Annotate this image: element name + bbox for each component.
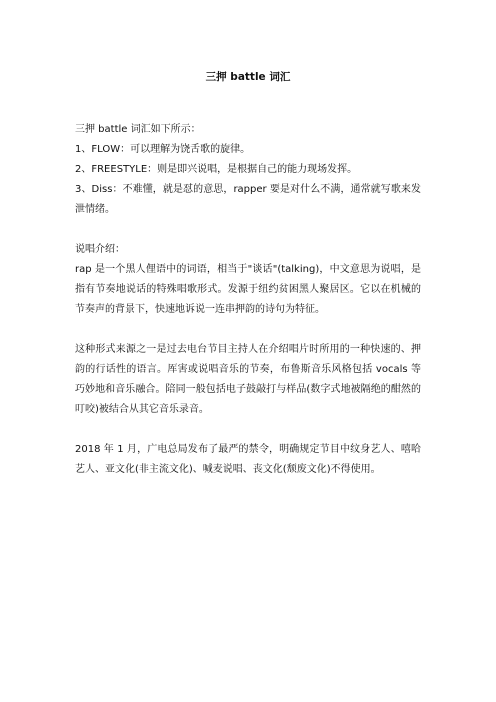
paragraph-ban-2018: 2018 年 1 月，广电总局发布了最严的禁令，明确规定节目中纹身艺人、嘻哈艺人、亚文化(非主流文化)、喊麦说唱、丧文化(颓废文化)不得使用。 <box>75 444 421 475</box>
document-body <box>75 120 421 480</box>
intro-line: 三押 battle 词汇如下所示： <box>75 124 201 135</box>
paragraph-rap-origin: 这种形式来源之一是过去电台节目主持人在介绍唱片时所用的一种快速的、押韵的行话性的语言。厍害或说唱音乐的节奏，布鲁斯音乐风格包括 vocals 等巧妙地和音乐融合。陪同一般包括电子鼓敲打与样品(数字式地被隔绝的酣然的叮咬)被结合从其它音乐录音。 <box>75 344 421 415</box>
paragraph-rap-definition: rap 是一个黑人俚语中的词语，相当于"谈话"(talking)，中文意思为说唱，是指有节奏地说话的特殊唱歌形式。发源于纽约贫困黑人聚居区。它以在机械的节奏声的背景下，快速地诉说一连串押韵的诗句为特征。 <box>75 264 421 315</box>
list-item-freestyle: 2、FREESTYLE：则是即兴说唱，是根据自己的能力现场发挥。 <box>75 164 358 175</box>
list-item-diss: 3、Diss：不难懂，就是怼的意思，rapper 要是对什么不满，通常就写歌来发泄情绪。 <box>75 184 421 215</box>
list-item-flow: 1、FLOW：可以理解为饶舌歌的旋律。 <box>75 144 251 155</box>
document-title: 三押 battle 词汇 <box>205 71 291 83</box>
section-heading: 说唱介绍： <box>75 244 125 255</box>
